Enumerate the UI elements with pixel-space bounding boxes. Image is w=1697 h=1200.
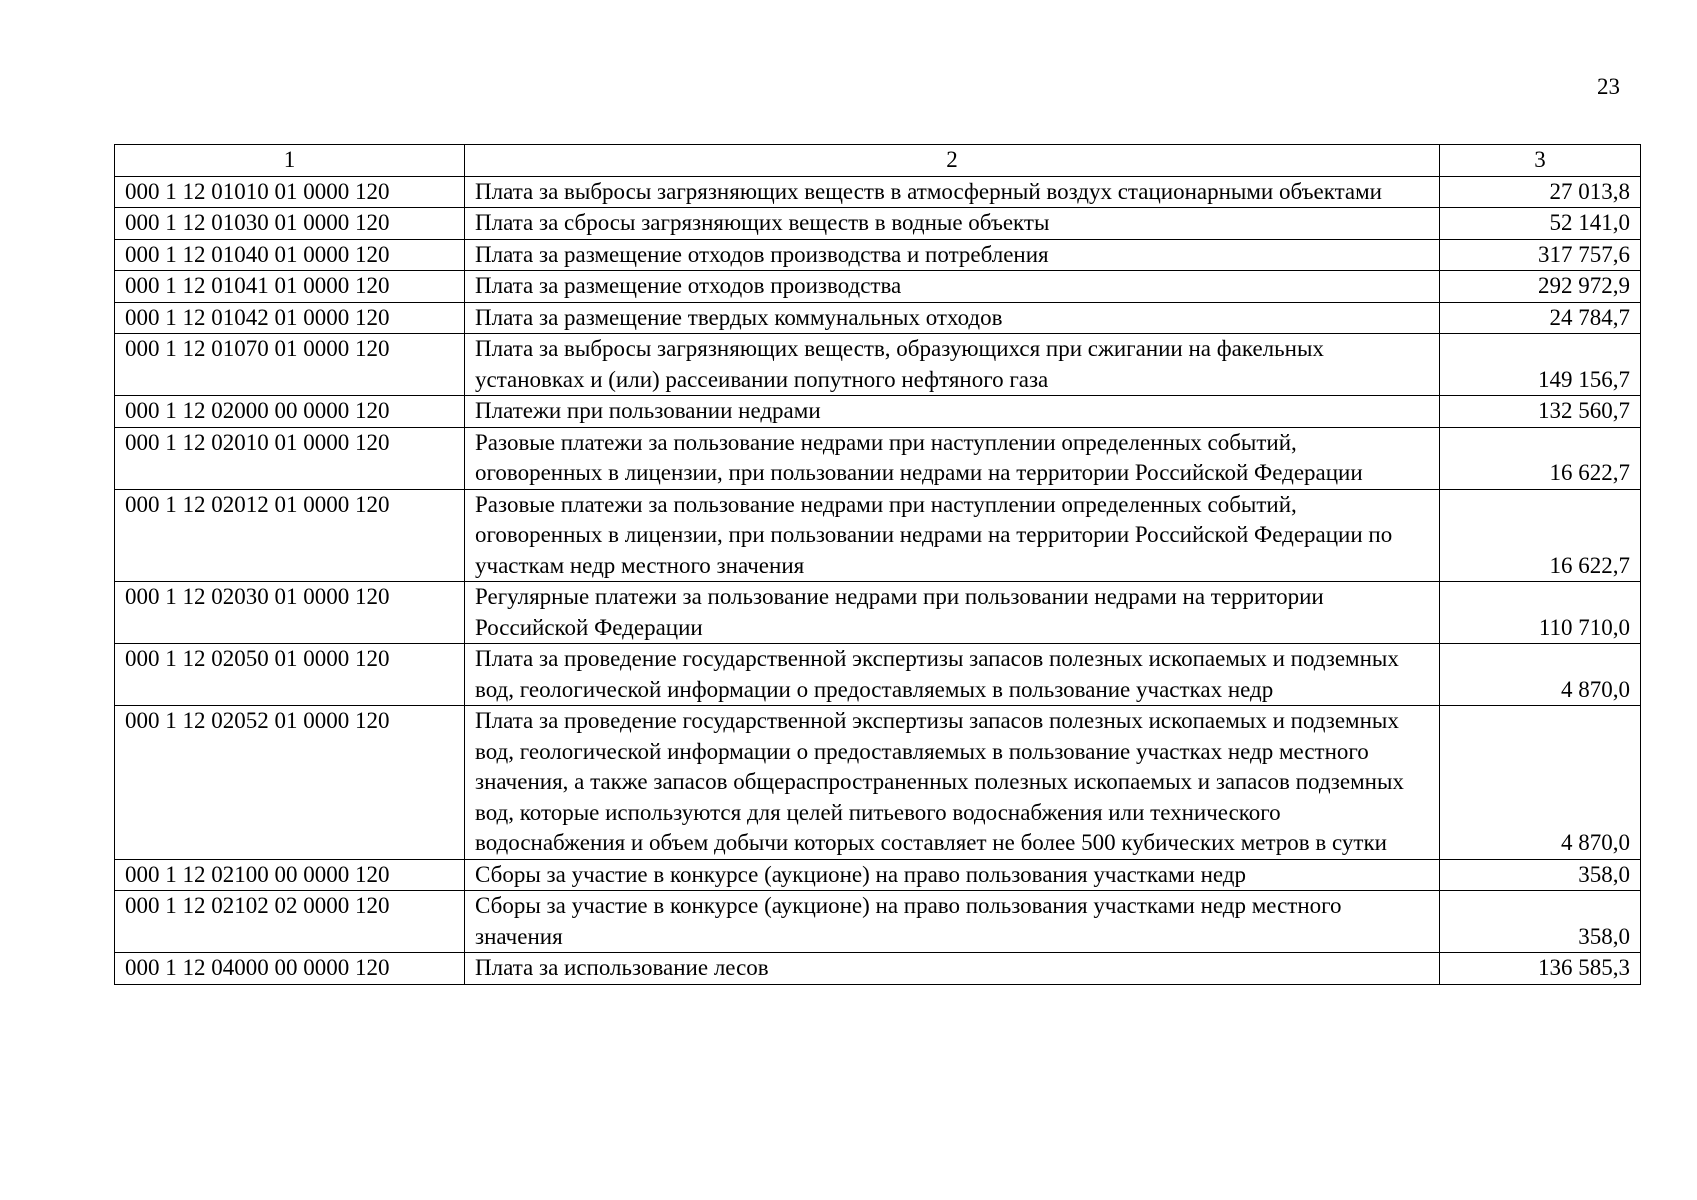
row-code-cell: 000 1 12 01070 01 0000 120 <box>115 334 465 396</box>
row-code-cell: 000 1 12 02102 02 0000 120 <box>115 891 465 953</box>
row-code-cell: 000 1 12 02050 01 0000 120 <box>115 644 465 706</box>
row-code-cell: 000 1 12 02052 01 0000 120 <box>115 706 465 860</box>
row-name-cell: Плата за размещение отходов производства и потребления <box>465 239 1440 271</box>
row-code-cell: 000 1 12 01010 01 0000 120 <box>115 176 465 208</box>
row-amount-cell: 16 622,7 <box>1440 427 1641 489</box>
table-row <box>115 582 1641 644</box>
page-number: 23 <box>1597 74 1620 99</box>
row-name-cell: Плата за сбросы загрязняющих веществ в водные объекты <box>465 208 1440 240</box>
row-name-cell: Плата за размещение отходов производства <box>465 271 1440 303</box>
row-code-cell: 000 1 12 04000 00 0000 120 <box>115 953 465 985</box>
table-row <box>115 427 1641 489</box>
row-name-cell: Плата за выбросы загрязняющих веществ, образующихся при сжигании на факельных установках и (или) рассеивании попутного нефтяного газа <box>465 334 1440 396</box>
row-amount-cell: 136 585,3 <box>1440 953 1641 985</box>
row-amount-cell: 52 141,0 <box>1440 208 1641 240</box>
row-name-cell: Плата за использование лесов <box>465 953 1440 985</box>
row-code-cell: 000 1 12 02030 01 0000 120 <box>115 582 465 644</box>
row-name-cell: Плата за размещение твердых коммунальных отходов <box>465 302 1440 334</box>
table-row <box>115 644 1641 706</box>
row-name-cell: Разовые платежи за пользование недрами при наступлении определенных событий, оговоренных в лицензии, при пользовании недрами на территории Российской Федерации по участкам недр местного значения <box>465 489 1440 582</box>
row-amount-cell: 292 972,9 <box>1440 271 1641 303</box>
column-header-code: 1 <box>115 145 465 177</box>
row-code-cell: 000 1 12 01041 01 0000 120 <box>115 271 465 303</box>
row-amount-cell: 110 710,0 <box>1440 582 1641 644</box>
row-name-cell: Сборы за участие в конкурсе (аукционе) на право пользования участками недр местного значения <box>465 891 1440 953</box>
row-amount-cell: 4 870,0 <box>1440 644 1641 706</box>
table-row <box>115 208 1641 240</box>
row-name-cell: Регулярные платежи за пользование недрами при пользовании недрами на территории Российской Федерации <box>465 582 1440 644</box>
row-amount-cell: 149 156,7 <box>1440 334 1641 396</box>
table-row <box>115 859 1641 891</box>
row-code-cell: 000 1 12 01030 01 0000 120 <box>115 208 465 240</box>
table-row <box>115 891 1641 953</box>
row-amount-cell: 358,0 <box>1440 891 1641 953</box>
row-amount-cell: 358,0 <box>1440 859 1641 891</box>
column-header-amount: 3 <box>1440 145 1641 177</box>
table-row <box>115 302 1641 334</box>
table-row <box>115 489 1641 582</box>
row-name-cell: Плата за проведение государственной экспертизы запасов полезных ископаемых и подземных вод, геологической информации о предоставляемых в пользование участках недр <box>465 644 1440 706</box>
table-row <box>115 396 1641 428</box>
table-row <box>115 953 1641 985</box>
row-amount-cell: 24 784,7 <box>1440 302 1641 334</box>
table-row <box>115 271 1641 303</box>
table-body <box>115 145 1641 985</box>
row-code-cell: 000 1 12 02012 01 0000 120 <box>115 489 465 582</box>
row-code-cell: 000 1 12 02010 01 0000 120 <box>115 427 465 489</box>
row-amount-cell: 132 560,7 <box>1440 396 1641 428</box>
row-amount-cell: 317 757,6 <box>1440 239 1641 271</box>
row-code-cell: 000 1 12 01040 01 0000 120 <box>115 239 465 271</box>
table-row <box>115 706 1641 860</box>
row-name-cell: Плата за проведение государственной экспертизы запасов полезных ископаемых и подземных вод, геологической информации о предоставляемых в пользование участках недр местного значения, а также запасов общераспространенных полезных ископаемых и запасов подземных вод, которые используются для целей питьевого водоснабжения или технического водоснабжения и объем добычи которых составляет не более 500 кубических метров в сутки <box>465 706 1440 860</box>
row-name-cell: Разовые платежи за пользование недрами при наступлении определенных событий, оговоренных в лицензии, при пользовании недрами на территории Российской Федерации <box>465 427 1440 489</box>
revenue-table <box>114 144 1641 985</box>
row-name-cell: Сборы за участие в конкурсе (аукционе) на право пользования участками недр <box>465 859 1440 891</box>
row-name-cell: Плата за выбросы загрязняющих веществ в атмосферный воздух стационарными объектами <box>465 176 1440 208</box>
row-amount-cell: 27 013,8 <box>1440 176 1641 208</box>
table-row <box>115 334 1641 396</box>
row-name-cell: Платежи при пользовании недрами <box>465 396 1440 428</box>
table-row <box>115 176 1641 208</box>
column-header-name: 2 <box>465 145 1440 177</box>
row-code-cell: 000 1 12 01042 01 0000 120 <box>115 302 465 334</box>
table-header-row <box>115 145 1641 177</box>
row-amount-cell: 4 870,0 <box>1440 706 1641 860</box>
row-code-cell: 000 1 12 02000 00 0000 120 <box>115 396 465 428</box>
row-code-cell: 000 1 12 02100 00 0000 120 <box>115 859 465 891</box>
row-amount-cell: 16 622,7 <box>1440 489 1641 582</box>
table-row <box>115 239 1641 271</box>
